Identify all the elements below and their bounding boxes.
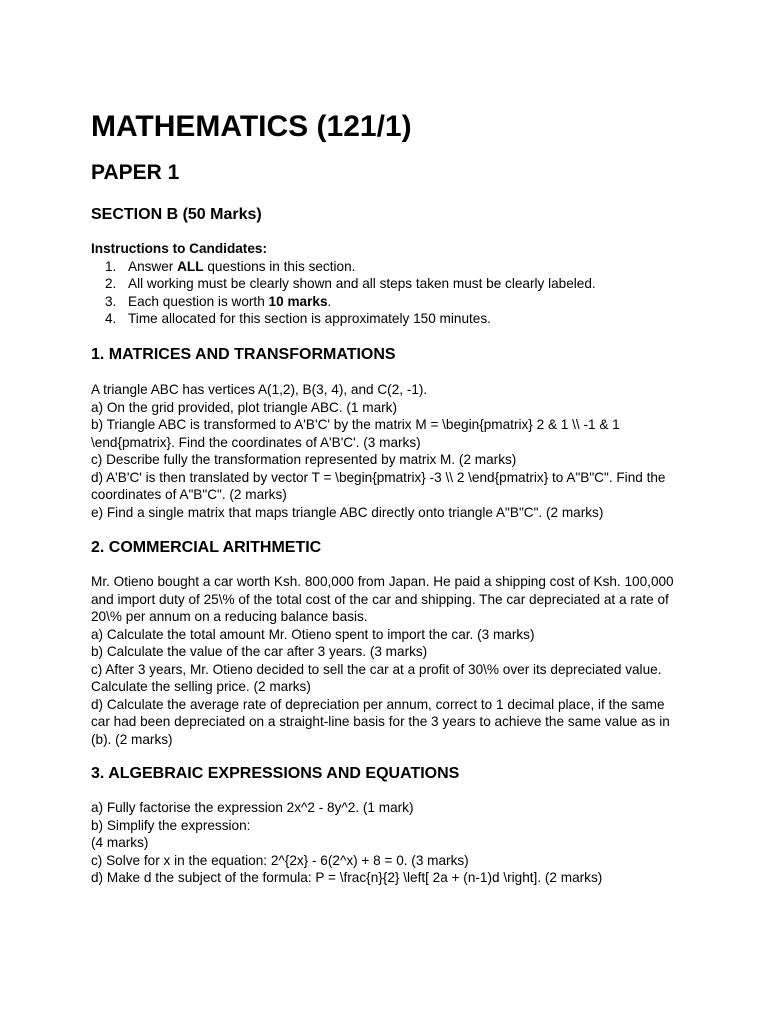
section-heading: SECTION B (50 Marks) <box>91 206 262 223</box>
question-3-part-c: c) Solve for x in the equation: 2^{2x} - 6(2^x) + 8 = 0. (3 marks) <box>91 852 469 868</box>
instruction-item <box>91 275 691 293</box>
instruction-text: Time allocated for this section is approximately 150 minutes. <box>128 311 491 326</box>
instructions-heading: Instructions to Candidates: <box>91 241 267 256</box>
question-1-part-b: b) Triangle ABC is transformed to A'B'C' by the matrix M = \begin{pmatrix} 2 & 1 \\ -1 & 1 \end{pmatrix}. Find the coordinates of A'B'C'. (3 marks) <box>91 417 620 450</box>
question-3-part-b-marks: (4 marks) <box>91 835 149 850</box>
instruction-number: 3. <box>105 293 117 309</box>
question-2-body <box>91 573 683 748</box>
instruction-emphasis: 10 marks <box>268 293 328 309</box>
instruction-text: Each question is worth <box>128 293 269 309</box>
question-1-part-e: e) Find a single matrix that maps triangle ABC directly onto triangle A"B"C". (2 marks) <box>91 504 604 520</box>
question-3-body <box>91 799 683 887</box>
question-3-heading: 3. ALGEBRAIC EXPRESSIONS AND EQUATIONS <box>91 765 460 782</box>
instruction-item <box>91 293 691 311</box>
question-1-heading: 1. MATRICES AND TRANSFORMATIONS <box>91 346 396 363</box>
question-1-body <box>91 381 683 521</box>
question-1-part-a: a) On the grid provided, plot triangle ABC. (1 mark) <box>91 399 397 415</box>
instruction-text: Answer <box>128 258 178 274</box>
question-3-part-d: d) Make d the subject of the formula: P = \frac{n}{2} \left[ 2a + (n-1)d \right]. (2 marks) <box>91 870 603 885</box>
question-2-heading: 2. COMMERCIAL ARITHMETIC <box>91 539 322 556</box>
instruction-text-end: questions in this section. <box>203 258 356 274</box>
question-3-part-a: a) Fully factorise the expression 2x^2 - 8y^2. (1 mark) <box>91 800 414 815</box>
instruction-text-end: . <box>327 293 332 309</box>
instruction-text: All working must be clearly shown and all steps taken must be clearly labeled. <box>128 276 596 291</box>
instruction-emphasis: ALL <box>177 258 204 274</box>
question-2-part-a: a) Calculate the total amount Mr. Otieno spent to import the car. (3 marks) <box>91 626 535 642</box>
instruction-item <box>91 258 691 276</box>
question-3-part-b: b) Simplify the expression: <box>91 817 251 833</box>
exam-title: MATHEMATICS (121/1) <box>91 110 412 143</box>
question-1-part-c: c) Describe fully the transformation represented by matrix M. (2 marks) <box>91 452 517 467</box>
question-2-part-b: b) Calculate the value of the car after 3 years. (3 marks) <box>91 644 428 659</box>
instruction-number: 1. <box>105 258 117 274</box>
question-1-part-d: d) A'B'C' is then translated by vector T = \begin{pmatrix} -3 \\ 2 \end{pmatrix} to A"B"C". Find the coordinates of A"B"C". (2 marks) <box>91 469 666 502</box>
instructions-block <box>91 240 691 328</box>
instruction-item <box>91 310 691 328</box>
instruction-number: 4. <box>105 311 117 326</box>
question-2-part-c: c) After 3 years, Mr. Otieno decided to sell the car at a profit of 30\% over its depreciated value. Calculate the selling price. (2 marks) <box>91 661 662 694</box>
question-1-stem: A triangle ABC has vertices A(1,2), B(3, 4), and C(2, -1). <box>91 382 428 397</box>
question-2-part-d: d) Calculate the average rate of depreciation per annum, correct to 1 decimal place, if the same car had been depreciated on a straight-line basis for the 3 years to achieve the same value as in (b). (2 marks) <box>91 696 670 747</box>
instructions-list <box>91 258 691 328</box>
paper-label: PAPER 1 <box>91 161 180 184</box>
question-2-stem: Mr. Otieno bought a car worth Ksh. 800,000 from Japan. He paid a shipping cost of Ksh. 100,000 and import duty of 25\% of the total cost of the car and shipping. The car depreciated at a rate of 20\% per annum on a reducing balance basis. <box>91 574 674 624</box>
instruction-number: 2. <box>105 276 117 291</box>
